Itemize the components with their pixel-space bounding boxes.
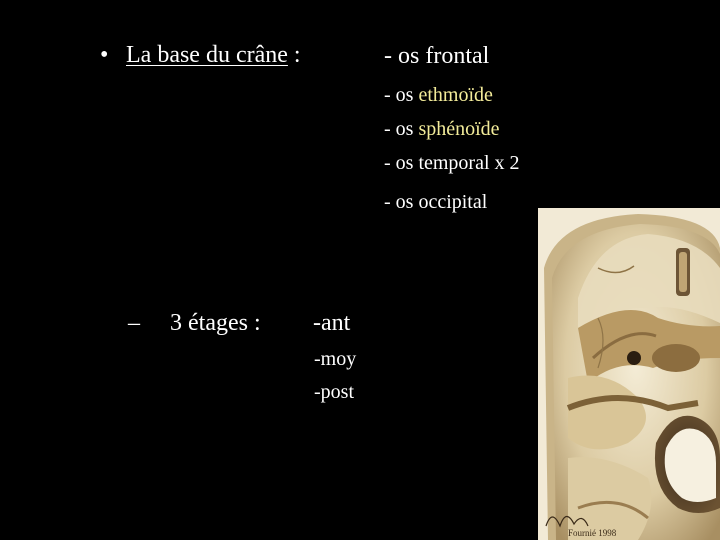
bullet-marker: •	[100, 42, 109, 68]
bone-occipital: - os occipital	[384, 191, 488, 213]
bone-ethmoide-prefix: - os	[384, 84, 419, 106]
level-middle: -moy	[314, 348, 357, 370]
skull-base-illustration	[538, 208, 720, 540]
bone-sphenoide	[384, 119, 500, 139]
level-anterior: -ant	[313, 310, 351, 336]
signature: Fournié 1998	[568, 528, 617, 538]
bone-sphenoide-name: sphénoïde	[418, 118, 500, 140]
slide-title-underlined: La base du crâne	[126, 42, 288, 68]
slide-title	[126, 43, 301, 67]
bone-ethmoide	[384, 85, 493, 105]
bone-frontal: - os frontal	[384, 43, 490, 69]
level-posterior: -post	[314, 381, 354, 403]
skull-base-drawing	[538, 208, 720, 540]
sub-bullet-levels-label: 3 étages :	[170, 310, 261, 336]
slide-title-suffix: :	[287, 42, 301, 68]
bone-ethmoide-name: ethmoïde	[418, 84, 493, 106]
bone-sphenoide-prefix: - os	[384, 118, 419, 140]
bone-temporal: - os temporal x 2	[384, 152, 520, 174]
sub-bullet-marker: –	[128, 310, 140, 336]
